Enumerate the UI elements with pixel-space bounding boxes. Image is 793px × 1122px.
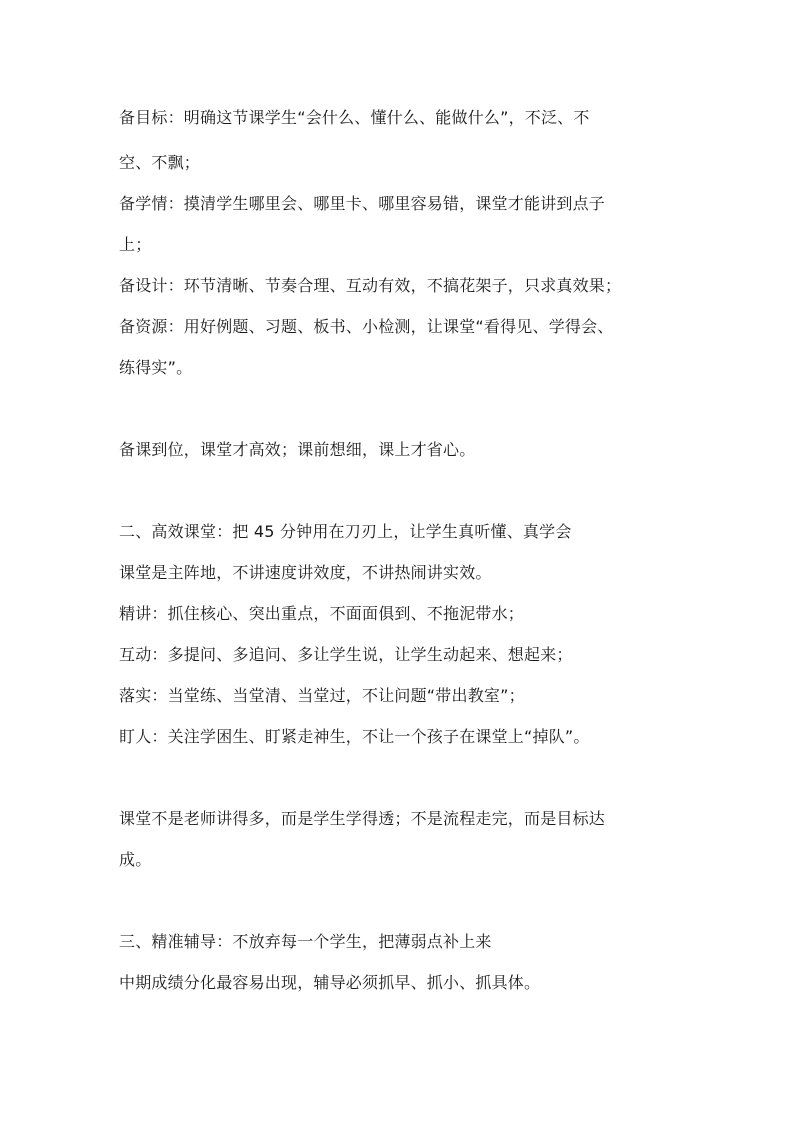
text-line-class-summary-cont: 成。 bbox=[119, 850, 152, 869]
text-line-prep-design: 备设计：环节清晰、节奏合理、互动有效，不搞花架子，只求真效果； bbox=[119, 276, 622, 295]
text-line-prep-summary: 备课到位，课堂才高效；课前想细，课上才省心。 bbox=[119, 440, 476, 459]
text-line-class-main: 课堂是主阵地，不讲速度讲效度，不讲热闹讲实效。 bbox=[119, 563, 492, 582]
text-line-precise-lecture: 精讲：抓住核心、突出重点，不面面俱到、不拖泥带水； bbox=[119, 604, 525, 623]
text-line-implementation: 落实：当堂练、当堂清、当堂过，不让问题“带出教室”； bbox=[119, 686, 525, 705]
text-line-prep-students-cont: 上； bbox=[119, 235, 152, 254]
section-heading-efficient-class: 二、高效课堂：把 45 分钟用在刀刃上，让学生真听懂、真学会 bbox=[119, 522, 572, 541]
text-line-tutoring-intro: 中期成绩分化最容易出现，辅导必须抓早、抓小、抓具体。 bbox=[119, 973, 541, 992]
text-line-prep-resources-cont: 练得实”。 bbox=[119, 358, 193, 377]
text-line-prep-resources: 备资源：用好例题、习题、板书、小检测，让课堂“看得见、学得会、 bbox=[119, 317, 614, 336]
text-line-prep-goals: 备目标：明确这节课学生“会什么、懂什么、能做什么”，不泛、不 bbox=[119, 108, 590, 127]
text-line-prep-goals-cont: 空、不飘； bbox=[119, 153, 201, 172]
text-line-class-summary: 课堂不是老师讲得多，而是学生学得透；不是流程走完，而是目标达 bbox=[119, 809, 606, 828]
text-line-interaction: 互动：多提问、多追问、多让学生说，让学生动起来、想起来； bbox=[119, 645, 573, 664]
text-line-watch-students: 盯人：关注学困生、盯紧走神生，不让一个孩子在课堂上“掉队”。 bbox=[119, 727, 590, 746]
text-line-prep-students: 备学情：摸清学生哪里会、哪里卡、哪里容易错，课堂才能讲到点子 bbox=[119, 194, 606, 213]
section-heading-tutoring: 三、精准辅导：不放弃每一个学生，把薄弱点补上来 bbox=[119, 932, 492, 951]
